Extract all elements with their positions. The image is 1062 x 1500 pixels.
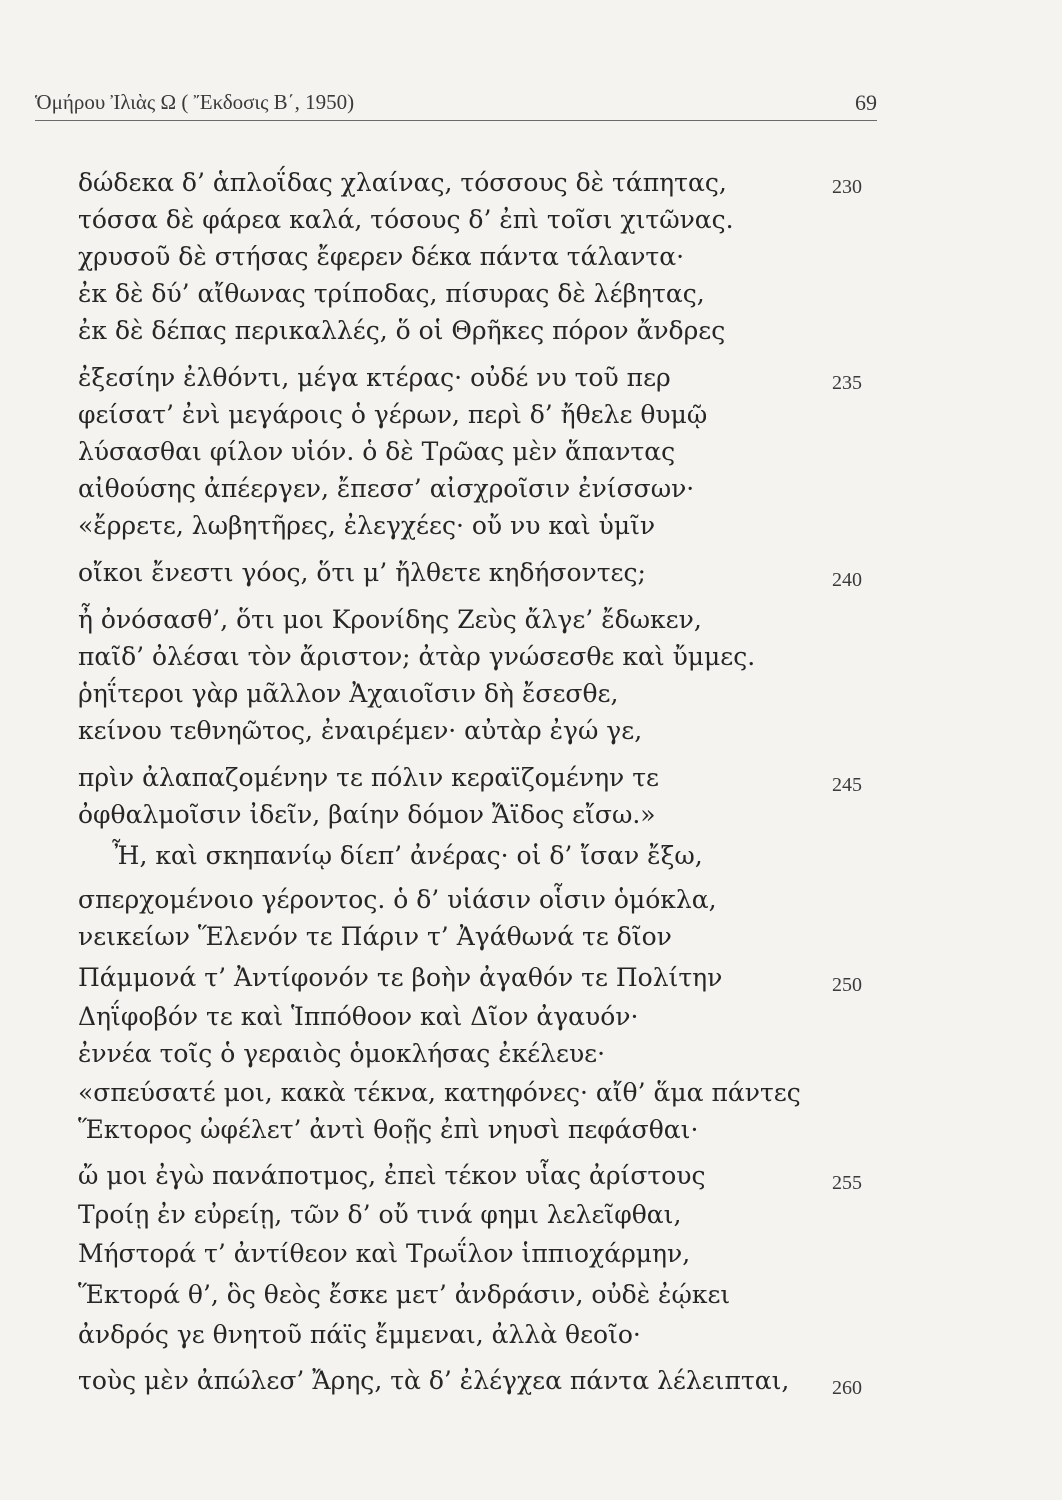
verse-line: οἴκοι ἔνεστι γόος, ὅτι μ’ ἤλθετε κηδήσοντες; — [78, 558, 646, 587]
verse-line: Ἕκτορος ὠφέλετ’ ἀντὶ θοῇς ἐπὶ νηυσὶ πεφάσθαι· — [78, 1115, 699, 1144]
verse-line: αἰθούσης ἀπέεργεν, ἔπεσσ’ αἰσχροῖσιν ἐνίσσων· — [78, 474, 695, 503]
verse-line: σπερχομένοιο γέροντος. ὁ δ’ υἱάσιν οἷσιν ὁμόκλα, — [78, 885, 717, 914]
line-number: 250 — [832, 974, 862, 996]
verse-line: Δηΐφοβόν τε καὶ Ἱππόθοον καὶ Δῖον ἀγαυόν· — [78, 1002, 639, 1031]
verse-line: κείνου τεθνηῶτος, ἐναιρέμεν· αὐτὰρ ἐγώ γε, — [78, 716, 643, 745]
verse-line: ἦ ὀνόσασθ’, ὅτι μοι Κρονίδης Ζεὺς ἄλγε’ ἔδωκεν, — [78, 605, 702, 634]
verse-line: Τροίῃ ἐν εὐρείῃ, τῶν δ’ οὔ τινά φημι λελεῖφθαι, — [78, 1200, 682, 1229]
page-number: 69 — [855, 90, 877, 115]
line-number: 260 — [832, 1377, 862, 1399]
line-number: 245 — [832, 774, 862, 796]
verse-line: τοὺς μὲν ἀπώλεσ’ Ἄρης, τὰ δ’ ἐλέγχεα πάντα λέλειπται, — [78, 1366, 790, 1395]
verse-line: ὀφθαλμοῖσιν ἰδεῖν, βαίην δόμον Ἄϊδος εἴσω.» — [78, 800, 656, 829]
verse-line: Πάμμονά τ’ Ἀντίφονόν τε βοὴν ἀγαθόν τε Πολίτην — [78, 963, 723, 992]
verse-line: νεικείων Ἕλενόν τε Πάριν τ’ Ἀγάθωνά τε δῖον — [78, 922, 672, 951]
verse-line: λύσασθαι φίλον υἱόν. ὁ δὲ Τρῶας μὲν ἅπαντας — [78, 437, 676, 466]
line-number: 255 — [832, 1172, 862, 1194]
verse-line: χρυσοῦ δὲ στήσας ἔφερεν δέκα πάντα τάλαντα· — [78, 242, 685, 271]
verse-line: δώδεκα δ’ ἁπλοΐδας χλαίνας, τόσσους δὲ τάπητας, — [78, 168, 727, 197]
verse-line: Ἕκτορά θ’, ὃς θεὸς ἔσκε μετ’ ἀνδράσιν, οὐδὲ ἐῴκει — [78, 1280, 731, 1309]
page-header — [35, 88, 877, 121]
line-number: 235 — [832, 372, 862, 394]
verse-line: «σπεύσατέ μοι, κακὰ τέκνα, κατηφόνες· αἴθ’ ἅμα πάντες — [78, 1078, 801, 1107]
verse-line: ῥηΐτεροι γὰρ μᾶλλον Ἀχαιοῖσιν δὴ ἔσεσθε, — [78, 679, 619, 708]
verse-line: ἀνδρός γε θνητοῦ πάϊς ἔμμεναι, ἀλλὰ θεοῖο· — [78, 1320, 641, 1349]
verse-line: τόσσα δὲ φάρεα καλά, τόσους δ’ ἐπὶ τοῖσι χιτῶνας. — [78, 205, 734, 234]
verse-line: πρὶν ἀλαπαζομένην τε πόλιν κεραϊζομένην τε — [78, 763, 659, 792]
verse-line: παῖδ’ ὀλέσαι τὸν ἄριστον; ἀτὰρ γνώσεσθε καὶ ὔμμες. — [78, 642, 756, 671]
verse-line: ἐκ δὲ δέπας περικαλλές, ὅ οἱ Θρῆκες πόρον ἄνδρες — [78, 316, 726, 345]
verse-line: ἐννέα τοῖς ὁ γεραιὸς ὁμοκλήσας ἐκέλευε· — [78, 1039, 606, 1068]
line-number: 230 — [832, 176, 862, 198]
verse-line: ἐκ δὲ δύ’ αἴθωνας τρίποδας, πίσυρας δὲ λέβητας, — [78, 279, 705, 308]
running-title: Ὁμήρου Ἰλιὰς Ω ( Ἔκδοσις Β΄, 1950) — [35, 90, 355, 114]
verse-line: Μήστορά τ’ ἀντίθεον καὶ Τρωΐλον ἱππιοχάρμην, — [78, 1239, 691, 1268]
verse-line: φείσατ’ ἐνὶ μεγάροις ὁ γέρων, περὶ δ’ ἤθελε θυμῷ — [78, 400, 708, 429]
verse-line: Ἦ, καὶ σκηπανίῳ δίεπ’ ἀνέρας· οἱ δ’ ἴσαν ἔξω, — [112, 841, 703, 870]
verse-line: «ἔρρετε, λωβητῆρες, ἐλεγχέες· οὔ νυ καὶ ὑμῖν — [78, 511, 656, 540]
line-number: 240 — [832, 569, 862, 591]
verse-line: ὤ μοι ἐγὼ πανάποτμος, ἐπεὶ τέκον υἷας ἀρίστους — [78, 1161, 706, 1190]
verse-line: ἐξεσίην ἐλθόντι, μέγα κτέρας· οὐδέ νυ τοῦ περ — [78, 363, 671, 392]
